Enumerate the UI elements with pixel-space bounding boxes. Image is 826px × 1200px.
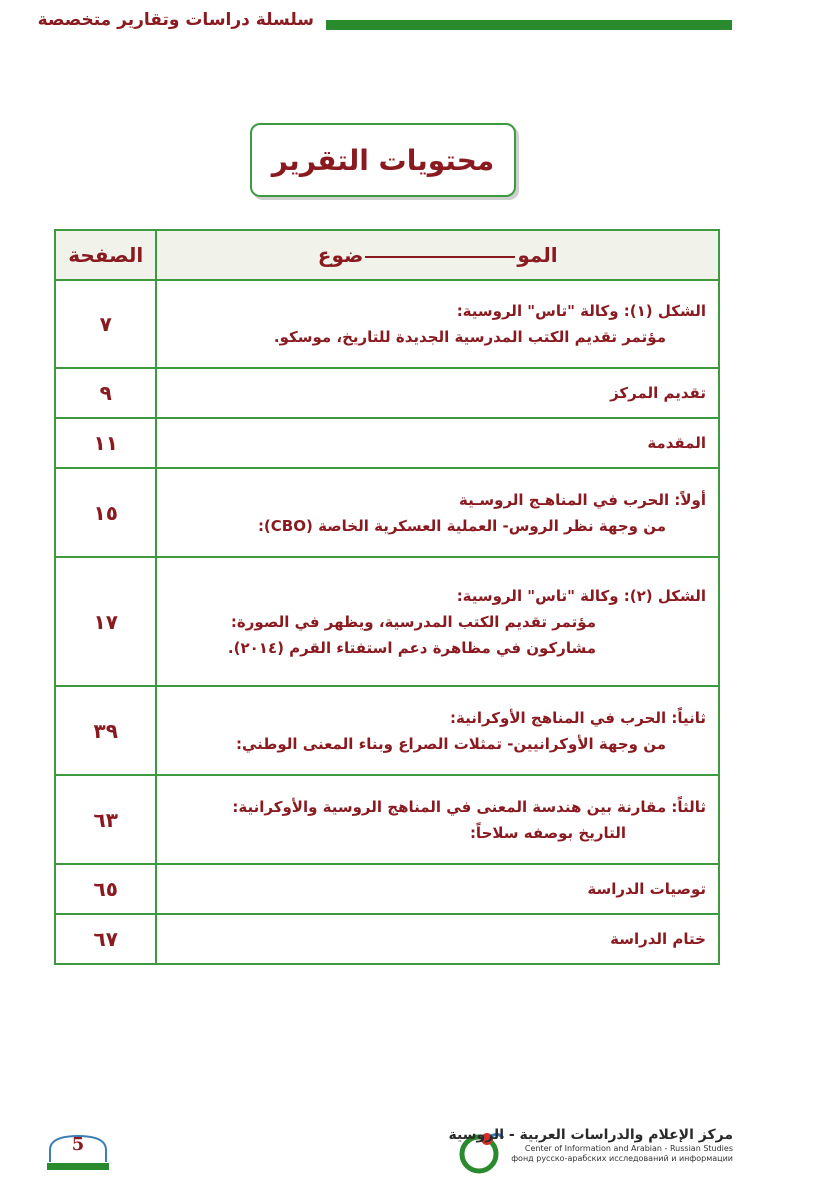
entry-line: ثالثاً: مقارنة بين هندسة المعنى في المناهج الروسية والأوكرانية: [232,797,706,816]
entry-line: توصيات الدراسة [587,880,706,898]
table-row [55,914,719,964]
subject-cell [156,418,719,468]
page-cell: ١٧ [55,557,156,686]
logo-english-text: Center of Information and Arabian - Russian Studies [524,1144,733,1153]
series-title: سلسلة دراسات وتقارير متخصصة [37,10,314,30]
table-row [55,557,719,686]
page-cell: ١١ [55,418,156,468]
entry-line: مؤتمر تقديم الكتب المدرسية الجديدة للتاريخ، موسكو. [273,328,666,346]
table-row [55,418,719,468]
subject-cell [156,368,719,418]
page-cell: ٣٩ [55,686,156,775]
entry-line: ثانياً: الحرب في المناهج الأوكرانية: [449,708,706,727]
page-cell: ٦٥ [55,864,156,914]
subject-cell [156,914,719,964]
subject-cell [156,864,719,914]
subject-column-header: الموضوع [156,230,719,280]
logo-russian-text: фонд русско-арабских исследований и информации [511,1154,733,1163]
subject-cell [156,775,719,864]
contents-table [54,229,720,965]
table-row [55,280,719,368]
page-cell: ٩ [55,368,156,418]
entry-line: مؤتمر تقديم الكتب المدرسية، ويظهر في الصورة: [230,612,596,631]
page-cell: ٦٧ [55,914,156,964]
entry-line: الشكل (٢): وكالة "تاس" الروسية: [456,586,706,605]
page-column-header: الصفحة [55,230,156,280]
page-cell: ١٥ [55,468,156,557]
table-row [55,775,719,864]
subject-cell [156,557,719,686]
table-row [55,468,719,557]
entry-line: أولاً: الحرب في المناهـج الروسـية [459,490,706,509]
table-row [55,686,719,775]
entry-line: تقديم المركز [610,384,706,402]
entry-line: المقدمة [647,434,706,452]
entry-line: من وجهة الأوكرانيين- تمثلات الصراع وبناء المعنى الوطني: [235,734,666,753]
header-dash [365,256,515,258]
page-number: 5 [71,1134,85,1155]
header-accent-bar [326,20,732,30]
subject-cell [156,686,719,775]
center-logo [448,1126,733,1178]
table-row [55,864,719,914]
entry-line: من وجهة نظر الروس- العملية العسكرية الخاصة (CBO): [257,516,666,535]
subject-cell [156,280,719,368]
entry-line: مشاركون في مظاهرة دعم استفتاء القرم (٢٠١٤). [227,638,596,657]
page-cell: ٦٣ [55,775,156,864]
entry-line: التاريخ بوصفه سلاحاً: [469,823,626,842]
entry-line: الشكل (١): وكالة "تاس" الروسية: [456,302,706,320]
report-title: محتويات التقرير [250,123,516,197]
subject-cell [156,468,719,557]
table-row [55,368,719,418]
entry-line: ختام الدراسة [610,930,706,948]
logo-arabic-text: مركز الإعلام والدراسات العربية - الروسية [448,1127,733,1143]
page-cell: ٧ [55,280,156,368]
table-header-row [55,230,719,280]
